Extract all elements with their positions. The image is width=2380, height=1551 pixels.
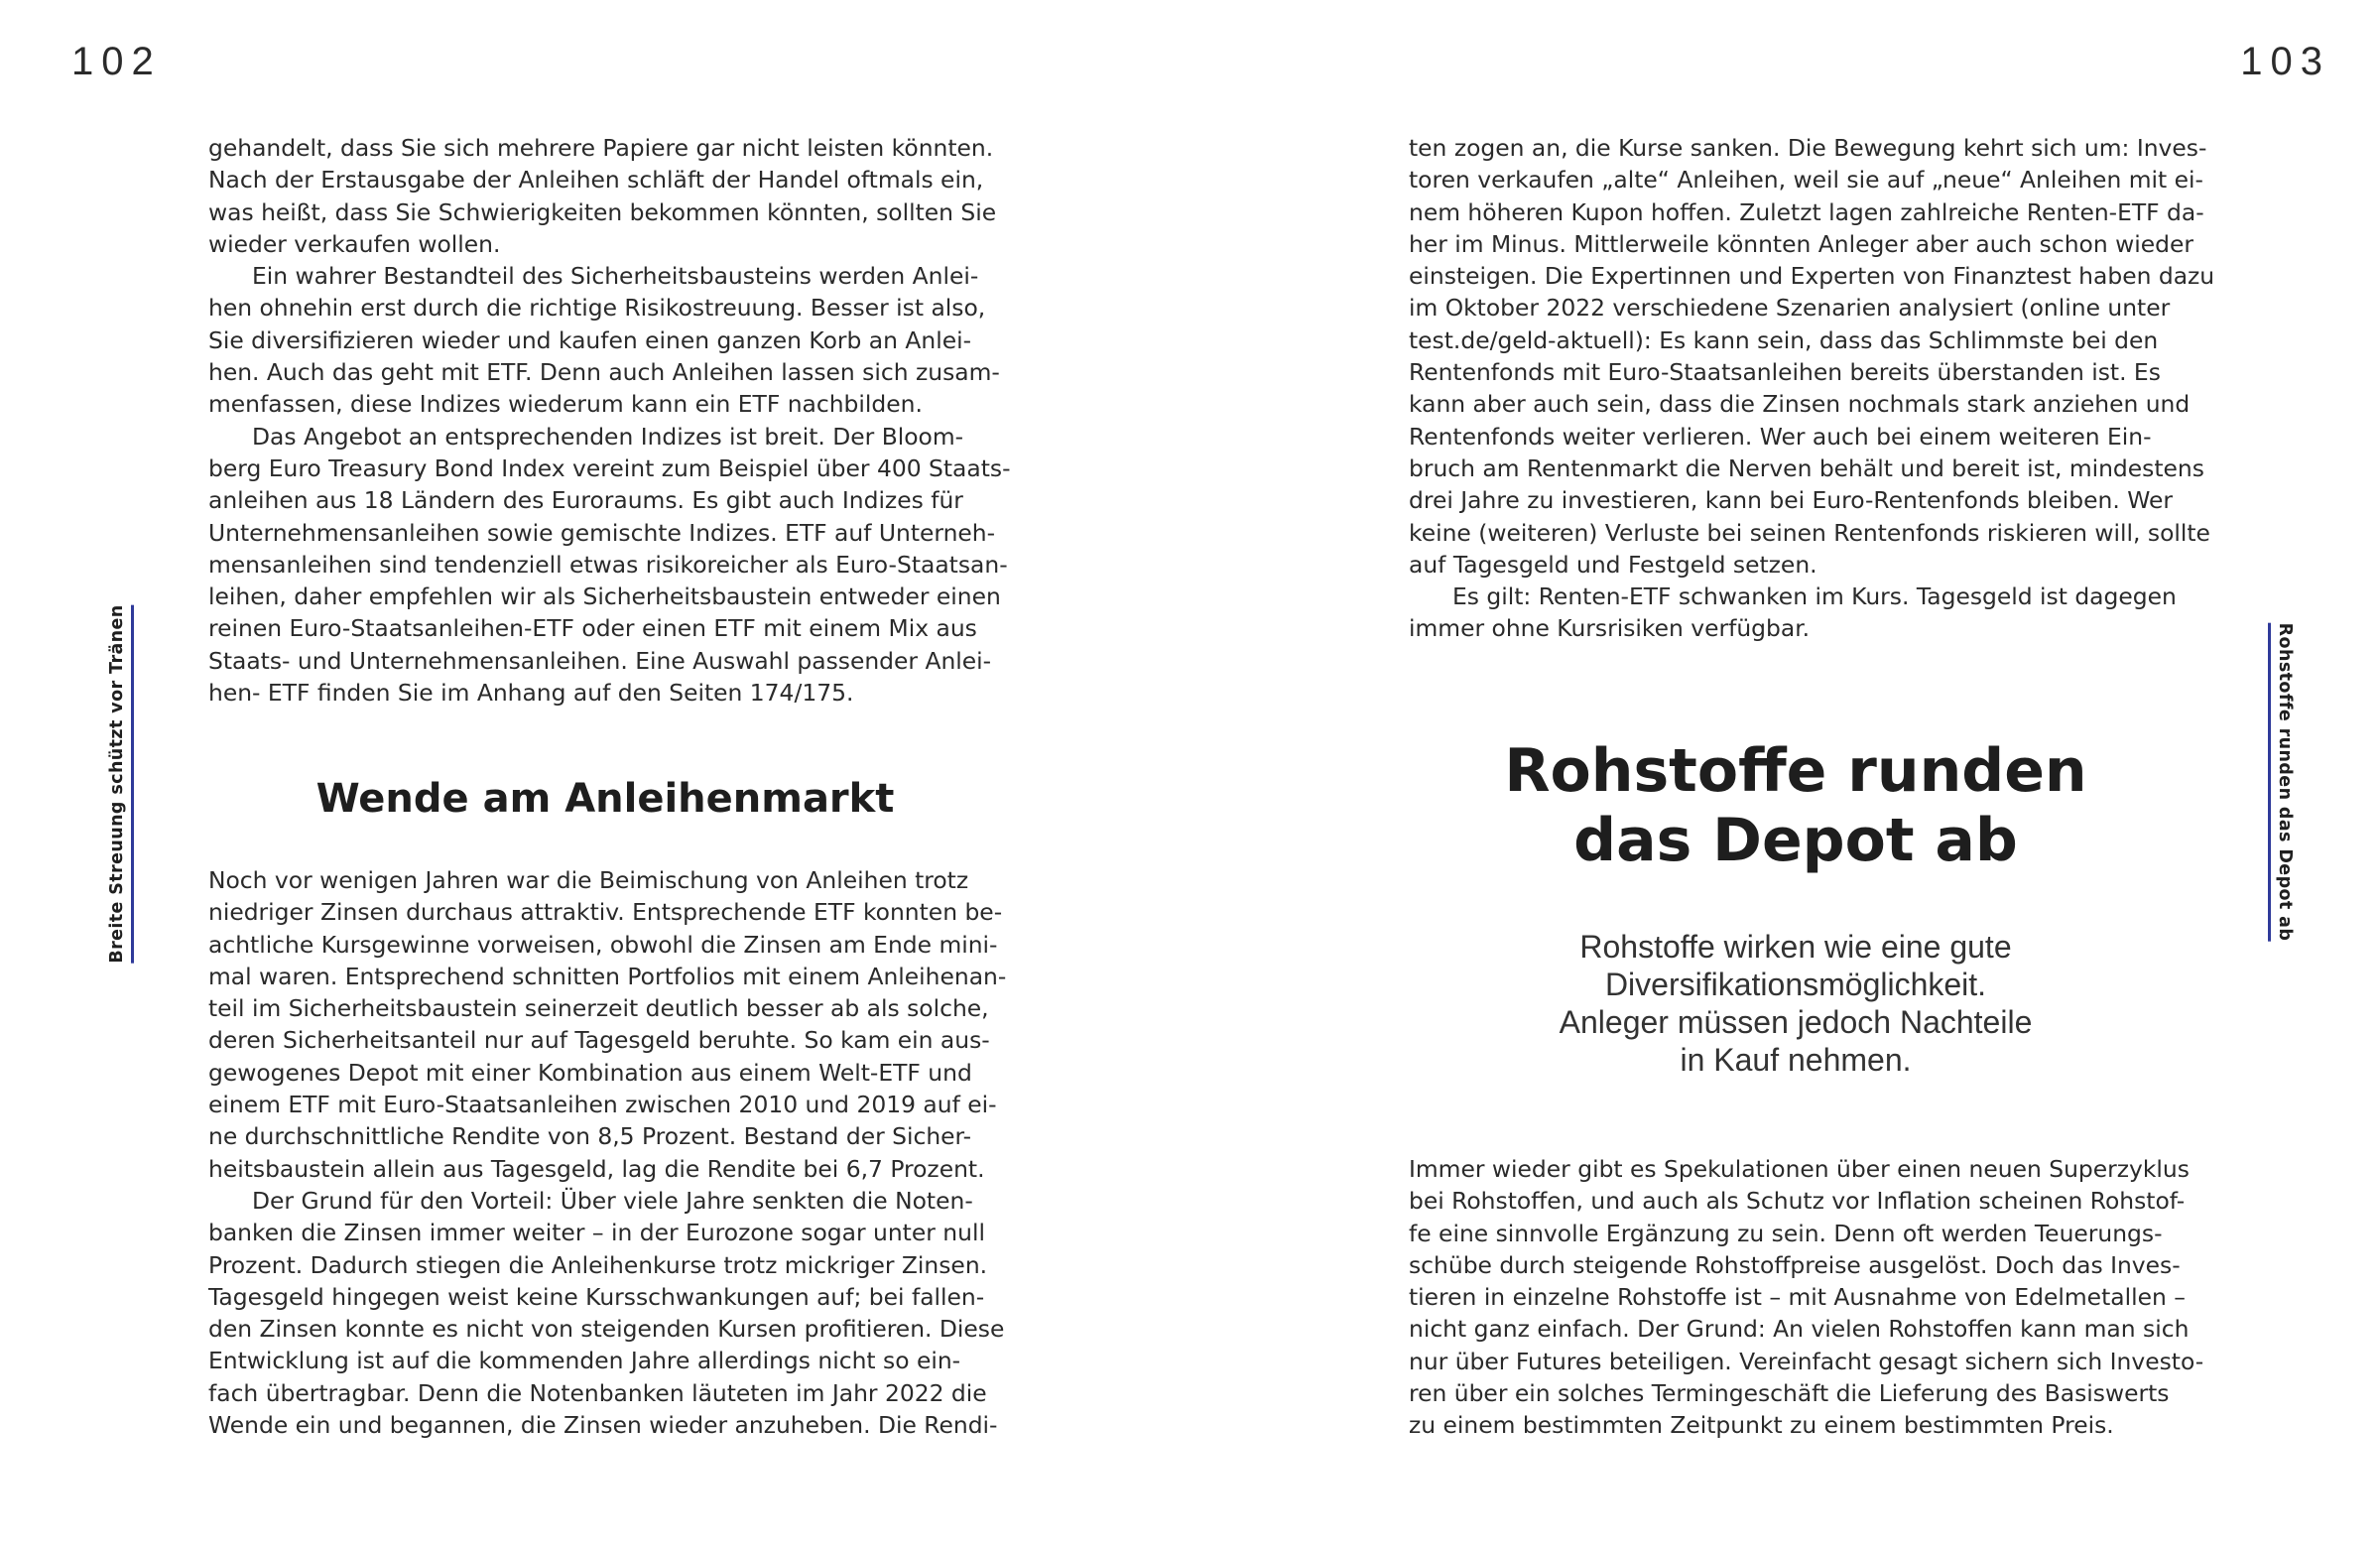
page-number-right: 103 [2240,40,2330,83]
text-line: Nach der Erstausgabe der Anleihen schläft der Handel oftmals ein, [208,166,984,194]
text-line: Sie diversifizieren wieder und kaufen einen ganzen Korb an Anlei- [208,325,972,354]
left-body-bottom [208,864,1007,1441]
text-line: gewogenes Depot mit einer Kombination aus einem Welt-ETF und [208,1058,972,1087]
chapter-title [1409,736,2183,875]
text-line: test.de/geld-aktuell): Es kann sein, dass das Schlimmste bei den [1409,325,2159,354]
side-tab-right-label: Rohstoffe runden das Depot ab [2275,622,2295,942]
text-line: gehandelt, dass Sie sich mehrere Papiere gar nicht leisten könnten. [208,134,994,162]
text-line: wieder verkaufen wollen. [208,229,501,258]
text-line: bei Rohstoffen, und auch als Schutz vor Inflation scheinen Rohstof- [1409,1187,2186,1216]
text-line: her im Minus. Mittlerweile könnten Anleger aber auch schon wieder [1409,229,2193,258]
text-line: drei Jahre zu investieren, kann bei Euro-Rentenfonds bleiben. Wer [1409,486,2173,515]
chapter-intro [1409,928,2183,1079]
chapter-intro-line: Rohstoffe wirken wie eine gute [1579,929,2012,965]
text-line: niedriger Zinsen durchaus attraktiv. Entsprechende ETF konnten be- [208,898,1003,927]
text-line: menfassen, diese Indizes wiederum kann ein ETF nachbilden. [208,390,923,419]
page-number-left: 102 [71,40,162,83]
text-line: heitsbaustein allein aus Tagesgeld, lag die Rendite bei 6,7 Prozent. [208,1154,985,1183]
text-line: toren verkaufen „alte“ Anleihen, weil sie auf „neue“ Anleihen mit ei- [1409,166,2203,194]
chapter-title-line: das Depot ab [1573,806,2018,875]
text-line: tieren in einzelne Rohstoffe ist – mit Ausnahme von Edelmetallen – [1409,1283,2186,1312]
text-line: banken die Zinsen immer weiter – in der Eurozone sogar unter null [208,1219,985,1247]
text-line: Staats- und Unternehmensanleihen. Eine Auswahl passender Anlei- [208,646,992,675]
text-line: den Zinsen konnte es nicht von steigenden Kursen profitieren. Diese [208,1315,1005,1344]
text-line: berg Euro Treasury Bond Index vereint zum Beispiel über 400 Staats- [208,453,1011,482]
text-line: Rentenfonds mit Euro-Staatsanleihen bereits überstanden ist. Es [1409,358,2161,387]
text-line: Wende ein und begannen, die Zinsen wieder anzuheben. Die Rendi- [208,1411,998,1440]
text-line: kann aber auch sein, dass die Zinsen nochmals stark anziehen und [1409,390,2191,419]
text-line: hen- ETF finden Sie im Anhang auf den Seiten 174/175. [208,679,854,708]
text-line: achtliche Kursgewinne vorweisen, obwohl die Zinsen am Ende mini- [208,930,998,959]
text-line: ten zogen an, die Kurse sanken. Die Bewegung kehrt sich um: Inves- [1409,134,2207,162]
text-line: Noch vor wenigen Jahren war die Beimischung von Anleihen trotz [208,866,969,894]
text-line: schübe durch steigende Rohstoffpreise ausgelöst. Doch das Inves- [1409,1250,2181,1279]
text-line: Tagesgeld hingegen weist keine Kursschwankungen auf; bei fallen- [208,1282,985,1311]
text-line: immer ohne Kursrisiken verfügbar. [1409,614,1811,643]
text-line: zu einem bestimmten Zeitpunkt zu einem bestimmten Preis. [1409,1411,2114,1440]
chapter-intro-line: Diversifikationsmöglichkeit. [1604,967,1987,1002]
side-tab-left-rule [131,604,134,963]
text-line: bruch am Rentenmarkt die Nerven behält und bereit ist, mindestens [1409,453,2204,482]
text-line: mal waren. Entsprechend schnitten Portfolios mit einem Anleihenan- [208,962,1007,990]
text-line: nicht ganz einfach. Der Grund: An vielen Rohstoffen kann man sich [1409,1315,2190,1344]
chapter-title-line: Rohstoffe runden [1504,736,2087,806]
text-line: Es gilt: Renten-ETF schwanken im Kurs. Tagesgeld ist dagegen [1452,582,2177,611]
text-line: einem ETF mit Euro-Staatsanleihen zwischen 2010 und 2019 auf ei- [208,1091,997,1119]
text-line: Entwicklung ist auf die kommenden Jahre allerdings nicht so ein- [208,1347,961,1375]
right-body-top [1409,132,2215,645]
chapter-intro-line: in Kauf nehmen. [1680,1042,1912,1078]
text-line: ren über ein solches Termingeschäft die Lieferung des Basiswerts [1409,1379,2170,1408]
text-line: keine (weiteren) Verluste bei seinen Rentenfonds riskieren will, sollte [1409,518,2210,547]
text-line: Unternehmensanleihen sowie gemischte Indizes. ETF auf Unterneh- [208,518,996,547]
text-line: reinen Euro-Staatsanleihen-ETF oder einen ETF mit einem Mix aus [208,614,977,643]
text-line: teil im Sicherheitsbaustein seinerzeit deutlich besser ab als solche, [208,994,989,1023]
text-line: Der Grund für den Vorteil: Über viele Jahre senkten die Noten- [252,1186,973,1215]
side-tab-right-rule [2268,623,2271,942]
text-line: was heißt, dass Sie Schwierigkeiten bekommen könnten, sollten Sie [208,197,997,226]
text-line: anleihen aus 18 Ländern des Euroraums. Es gibt auch Indizes für [208,486,963,515]
text-line: hen. Auch das geht mit ETF. Denn auch Anleihen lassen sich zusam- [208,358,1000,387]
text-line: Ein wahrer Bestandteil des Sicherheitsbausteins werden Anlei- [252,262,979,291]
text-line: im Oktober 2022 verschiedene Szenarien analysiert (online unter [1409,294,2171,323]
text-line: ne durchschnittliche Rendite von 8,5 Prozent. Bestand der Sicher- [208,1122,972,1151]
text-line: fach übertragbar. Denn die Notenbanken läuteten im Jahr 2022 die [208,1378,987,1407]
text-line: Prozent. Dadurch stiegen die Anleihenkurse trotz mickriger Zinsen. [208,1250,988,1279]
section-heading: Wende am Anleihenmarkt [315,776,895,822]
text-line: auf Tagesgeld und Festgeld setzen. [1409,550,1817,579]
text-line: leihen, daher empfehlen wir als Sicherheitsbaustein entweder einen [208,582,1001,611]
text-line: einsteigen. Die Expertinnen und Experten von Finanztest haben dazu [1409,262,2215,291]
text-line: deren Sicherheitsanteil nur auf Tagesgeld beruhte. So kam ein aus- [208,1026,990,1055]
left-body-top [208,132,1011,709]
right-body-bottom [1409,1153,2202,1442]
chapter-intro-line: Anleger müssen jedoch Nachteile [1559,1004,2033,1040]
text-line: nur über Futures beteiligen. Vereinfacht gesagt sichern sich Investo- [1409,1347,2204,1375]
text-line: hen ohnehin erst durch die richtige Risikostreuung. Besser ist also, [208,294,986,323]
side-tab-left [107,604,127,963]
text-line: Rentenfonds weiter verlieren. Wer auch bei einem weiteren Ein- [1409,422,2152,451]
text-line: fe eine sinnvolle Ergänzung zu sein. Denn oft werden Teuerungs- [1409,1219,2163,1247]
text-line: nem höheren Kupon hoffen. Zuletzt lagen zahlreiche Renten-ETF da- [1409,197,2204,226]
text-line: mensanleihen sind tendenziell etwas risikoreicher als Euro-Staatsan- [208,550,1008,579]
side-tab-left-label: Breite Streuung schützt vor Tränen [107,604,127,964]
text-line: Immer wieder gibt es Spekulationen über einen neuen Superzyklus [1409,1155,2190,1183]
side-tab-right [2275,623,2295,942]
text-line: Das Angebot an entsprechenden Indizes ist breit. Der Bloom- [252,422,964,451]
